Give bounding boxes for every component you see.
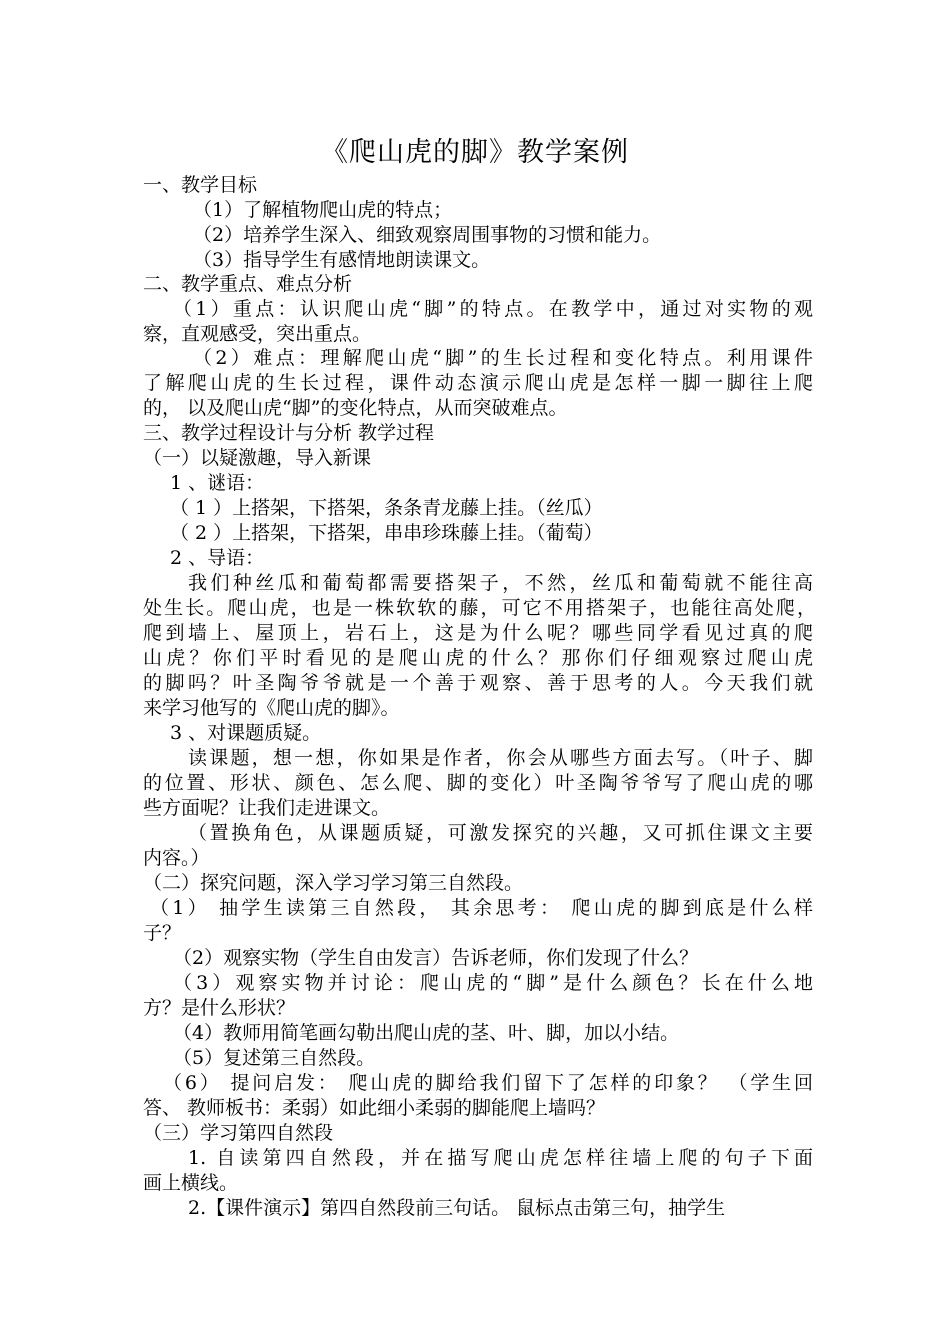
paragraph-line: 处生长。爬山虎，也是一株软软的藤，可它不用搭架子，也能往高处爬， <box>143 597 816 619</box>
subsection-heading: （二）探究问题，深入学习学习第三自然段。 <box>143 872 524 894</box>
paragraph-line: 画上横线。 <box>143 1172 239 1194</box>
paragraph-line: （1） 抽学生读第三自然段， 其余思考： 爬山虎的脚到底是什么样 <box>150 897 813 919</box>
paragraph-line: 爬到墙上、屋顶上，岩石上，这是为什么呢？哪些同学看见过真的爬 <box>143 622 813 644</box>
list-item: （2）观察实物（学生自由发言）告诉老师，你们发现了什么？ <box>173 947 699 969</box>
paragraph-line: 方？是什么形状？ <box>143 997 296 1019</box>
paragraph-line: 来学习他写的《爬山虎的脚》。 <box>143 697 400 719</box>
section-heading-process: 三、教学过程设计与分析 教学过程 <box>143 422 435 444</box>
paragraph-line: 了解爬山虎的生长过程，课件动态演示爬山虎是怎样一脚一脚往上爬 <box>143 372 813 394</box>
subsection-heading: （一）以疑激趣，导入新课 <box>143 447 372 469</box>
list-item: （ 2 ）上搭架，下搭架，串串珍珠藤上挂。（葡萄） <box>170 522 603 544</box>
paragraph-line: （3）观察实物并讨论：爬山虎的“脚”是什么颜色？长在什么地 <box>173 972 813 994</box>
list-item: （5）复述第三自然段。 <box>173 1047 376 1069</box>
paragraph-line: 2.【课件演示】第四自然段前三句话。 鼠标点击第三句，抽学生 <box>188 1197 726 1219</box>
paragraph-line: 的， 以及爬山虎“脚”的变化特点，从而突破难点。 <box>143 397 568 419</box>
paragraph-line: （2）难点：理解爬山虎“脚”的生长过程和变化特点。利用课件 <box>193 347 813 369</box>
objective-item: （2）培养学生深入、细致观察周围事物的习惯和能力。 <box>193 224 662 246</box>
paragraph-line: 察，直观感受，突出重点。 <box>143 323 372 345</box>
paragraph-line: 的脚吗？叶圣陶爷爷就是一个善于观察、善于思考的人。今天我们就 <box>143 672 813 694</box>
list-item: 3 、对课题质疑。 <box>170 722 322 744</box>
paragraph-line: 读课题，想一想，你如果是作者，你会从哪些方面去写。（叶子、脚 <box>188 747 813 769</box>
section-heading-objectives: 一、教学目标 <box>143 174 258 196</box>
paragraph-line: 我们种丝瓜和葡萄都需要搭架子，不然，丝瓜和葡萄就不能往高 <box>188 572 813 594</box>
section-heading-key-points: 二、教学重点、难点分析 <box>143 273 353 295</box>
objective-item: （1）了解植物爬山虎的特点； <box>193 199 453 221</box>
subsection-heading: （三）学习第四自然段 <box>143 1122 334 1144</box>
list-item: 1 、谜语： <box>170 472 265 494</box>
objective-item: （3）指导学生有感情地朗读课文。 <box>193 249 491 271</box>
paragraph-line: （1）重点：认识爬山虎“脚”的特点。在教学中，通过对实物的观 <box>173 298 813 320</box>
list-item: 2 、导语： <box>170 547 265 569</box>
paragraph-line: 1. 自读第四自然段，并在描写爬山虎怎样往墙上爬的句子下面 <box>188 1147 813 1169</box>
paragraph-line: 山虎？你们平时看见的是爬山虎的什么？那你们仔细观察过爬山虎 <box>143 647 813 669</box>
list-item: （ 1 ）上搭架，下搭架，条条青龙藤上挂。（丝瓜） <box>170 497 603 519</box>
paragraph-line: （6） 提问启发： 爬山虎的脚给我们留下了怎样的印象？ （学生回 <box>163 1072 813 1094</box>
document-title: 《爬山虎的脚》教学案例 <box>321 137 629 168</box>
paragraph-line: 内容。） <box>143 847 210 869</box>
paragraph-line: （置换角色，从课题质疑，可激发探究的兴趣，又可抓住课文主要 <box>188 822 813 844</box>
paragraph-line: 些方面呢？让我们走进课文。 <box>143 797 391 819</box>
paragraph-line: 答、 教师板书：柔弱）如此细小柔弱的脚能爬上墙吗？ <box>143 1097 606 1119</box>
paragraph-line: 子？ <box>143 922 182 944</box>
list-item: （4）教师用简笔画勾勒出爬山虎的茎、叶、脚，加以小结。 <box>173 1022 680 1044</box>
paragraph-line: 的位置、形状、颜色、怎么爬、脚的变化）叶圣陶爷爷写了爬山虎的哪 <box>143 772 813 794</box>
